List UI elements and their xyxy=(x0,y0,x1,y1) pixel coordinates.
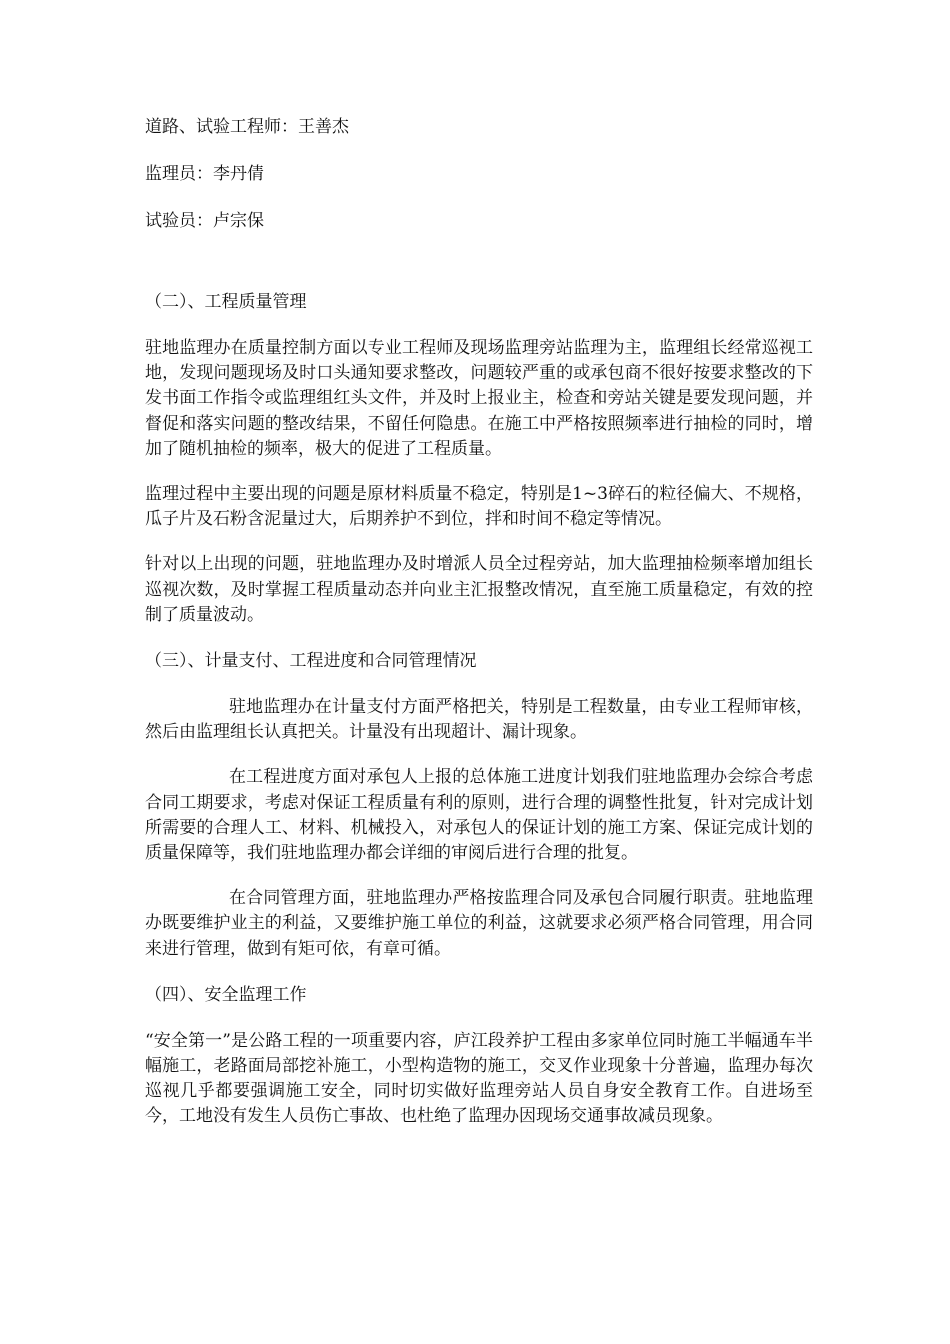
paragraph-quality-problems: 监理过程中主要出现的问题是原材料质量不稳定，特别是1~3碎石的粒径偏大、不规格，瓜子片及石粉含泥量过大，后期养护不到位，拌和时间不稳定等情况。 xyxy=(145,484,813,530)
paragraph-payment: 驻地监理办在计量支付方面严格把关，特别是工程数量，由专业工程师审核，然后由监理组长认真把关。计量没有出现超计、漏计现象。 xyxy=(145,697,813,743)
paragraph-safety: “安全第一”是公路工程的一项重要内容，庐江段养护工程由多家单位同时施工半幅通车半幅施工，老路面局部挖补施工，小型构造物的施工，交叉作业现象十分普遍，监理办每次巡视几乎都要强调施工安全，同时切实做好监理旁站人员自身安全教育工作。自进场至今，工地没有发生人员伤亡事故、也杜绝了监理办因现场交通事故减员现象。 xyxy=(145,1030,813,1127)
paragraph-quality-measures: 针对以上出现的问题，驻地监理办及时增派人员全过程旁站，加大监理抽检频率增加组长巡视次数，及时掌握工程质量动态并向业主汇报整改情况，直至施工质量稳定，有效的控制了质量波动。 xyxy=(145,554,813,625)
section-heading-payment-progress-contract: （三）、计量支付、工程进度和合同管理情况 xyxy=(145,651,477,672)
staff-line-tester: 试验员：卢宗保 xyxy=(145,211,264,231)
section-heading-quality: （二）、工程质量管理 xyxy=(145,292,307,312)
staff-line-supervisor: 监理员：李丹倩 xyxy=(145,164,264,184)
paragraph-progress: 在工程进度方面对承包人上报的总体施工进度计划我们驻地监理办会综合考虑合同工期要求，考虑对保证工程质量有利的原则，进行合理的调整性批复，针对完成计划所需要的合理人工、材料、机械投入，对承包人的保证计划的施工方案、保证完成计划的质量保障等，我们驻地监理办都会详细的审阅后进行合理的批复。 xyxy=(145,767,813,864)
staff-line-road-test-engineer: 道路、试验工程师：王善杰 xyxy=(145,117,349,137)
paragraph-contract: 在合同管理方面，驻地监理办严格按监理合同及承包合同履行职责。驻地监理办既要维护业主的利益，又要维护施工单位的利益，这就要求必须严格合同管理，用合同来进行管理，做到有矩可依，有章可循。 xyxy=(145,888,813,959)
paragraph-quality-control: 驻地监理办在质量控制方面以专业工程师及现场监理旁站监理为主，监理组长经常巡视工地，发现问题现场及时口头通知要求整改，问题较严重的或承包商不很好按要求整改的下发书面工作指令或监理组红头文件，并及时上报业主，检查和旁站关键是要发现问题，并督促和落实问题的整改结果，不留任何隐患。在施工中严格按照频率进行抽检的同时，增加了随机抽检的频率，极大的促进了工程质量。 xyxy=(145,338,813,459)
document-page xyxy=(145,114,813,1150)
section-heading-safety: （四）、安全监理工作 xyxy=(145,984,307,1005)
section-spacer xyxy=(145,235,813,289)
